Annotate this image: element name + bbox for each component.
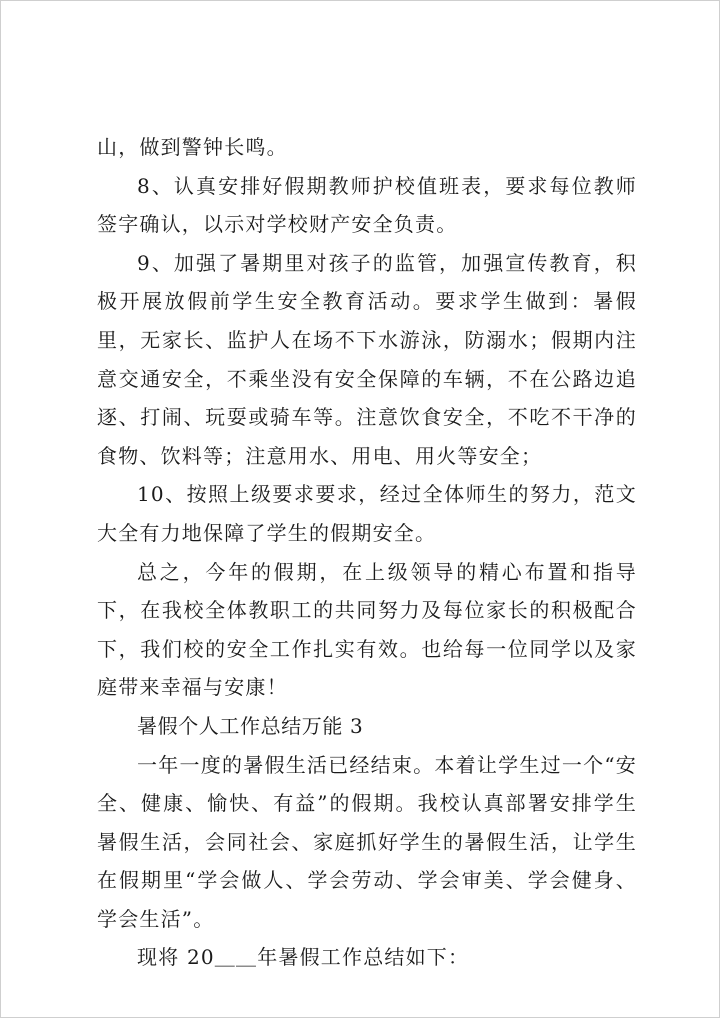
paragraph-item-8: 8、认真安排好假期教师护校值班表，要求每位教师签字确认，以示对学校财产安全负责。 [97, 173, 637, 237]
paragraph-continuation: 山，做到警钟长鸣。 [97, 135, 288, 159]
paragraph-item-9: 9、加强了暑期里对孩子的监管，加强宣传教育，积极开展放假前学生安全教育活动。要求学生做到：暑假里，无家长、监护人在场不下水游泳，防溺水；假期内注意交通安全，不乘坐没有安全保障的车辆，不在公路边追逐、打闹、玩耍或骑车等。注意饮食安全，不吃不干净的食物、饮料等；注意用水、用电、用火等安全； [97, 250, 637, 468]
section-paragraph-lead: 现将 20＿＿年暑假工作总结如下： [137, 945, 470, 970]
section-paragraph-intro: 一年一度的暑假生活已经结束。本着让学生过一个“安全、健康、愉快、有益”的假期。我校认真部署安排学生暑假生活，会同社会、家庭抓好学生的暑假生活，让学生在假期里“学会做人、学会劳动、学会审美、学会健身、学会生活”。 [97, 752, 637, 931]
paragraph-summary: 总之，今年的假期，在上级领导的精心布置和指导下，在我校全体教职工的共同努力及每位家长的积极配合下，我们校的安全工作扎实有效。也给每一位同学以及家庭带来幸福与安康！ [97, 559, 637, 700]
document-body [97, 128, 637, 977]
section-heading: 暑假个人工作总结万能 3 [137, 713, 364, 738]
paragraph-item-10: 10、按照上级要求要求，经过全体师生的努力，范文大全有力地保障了学生的假期安全。 [97, 482, 637, 545]
